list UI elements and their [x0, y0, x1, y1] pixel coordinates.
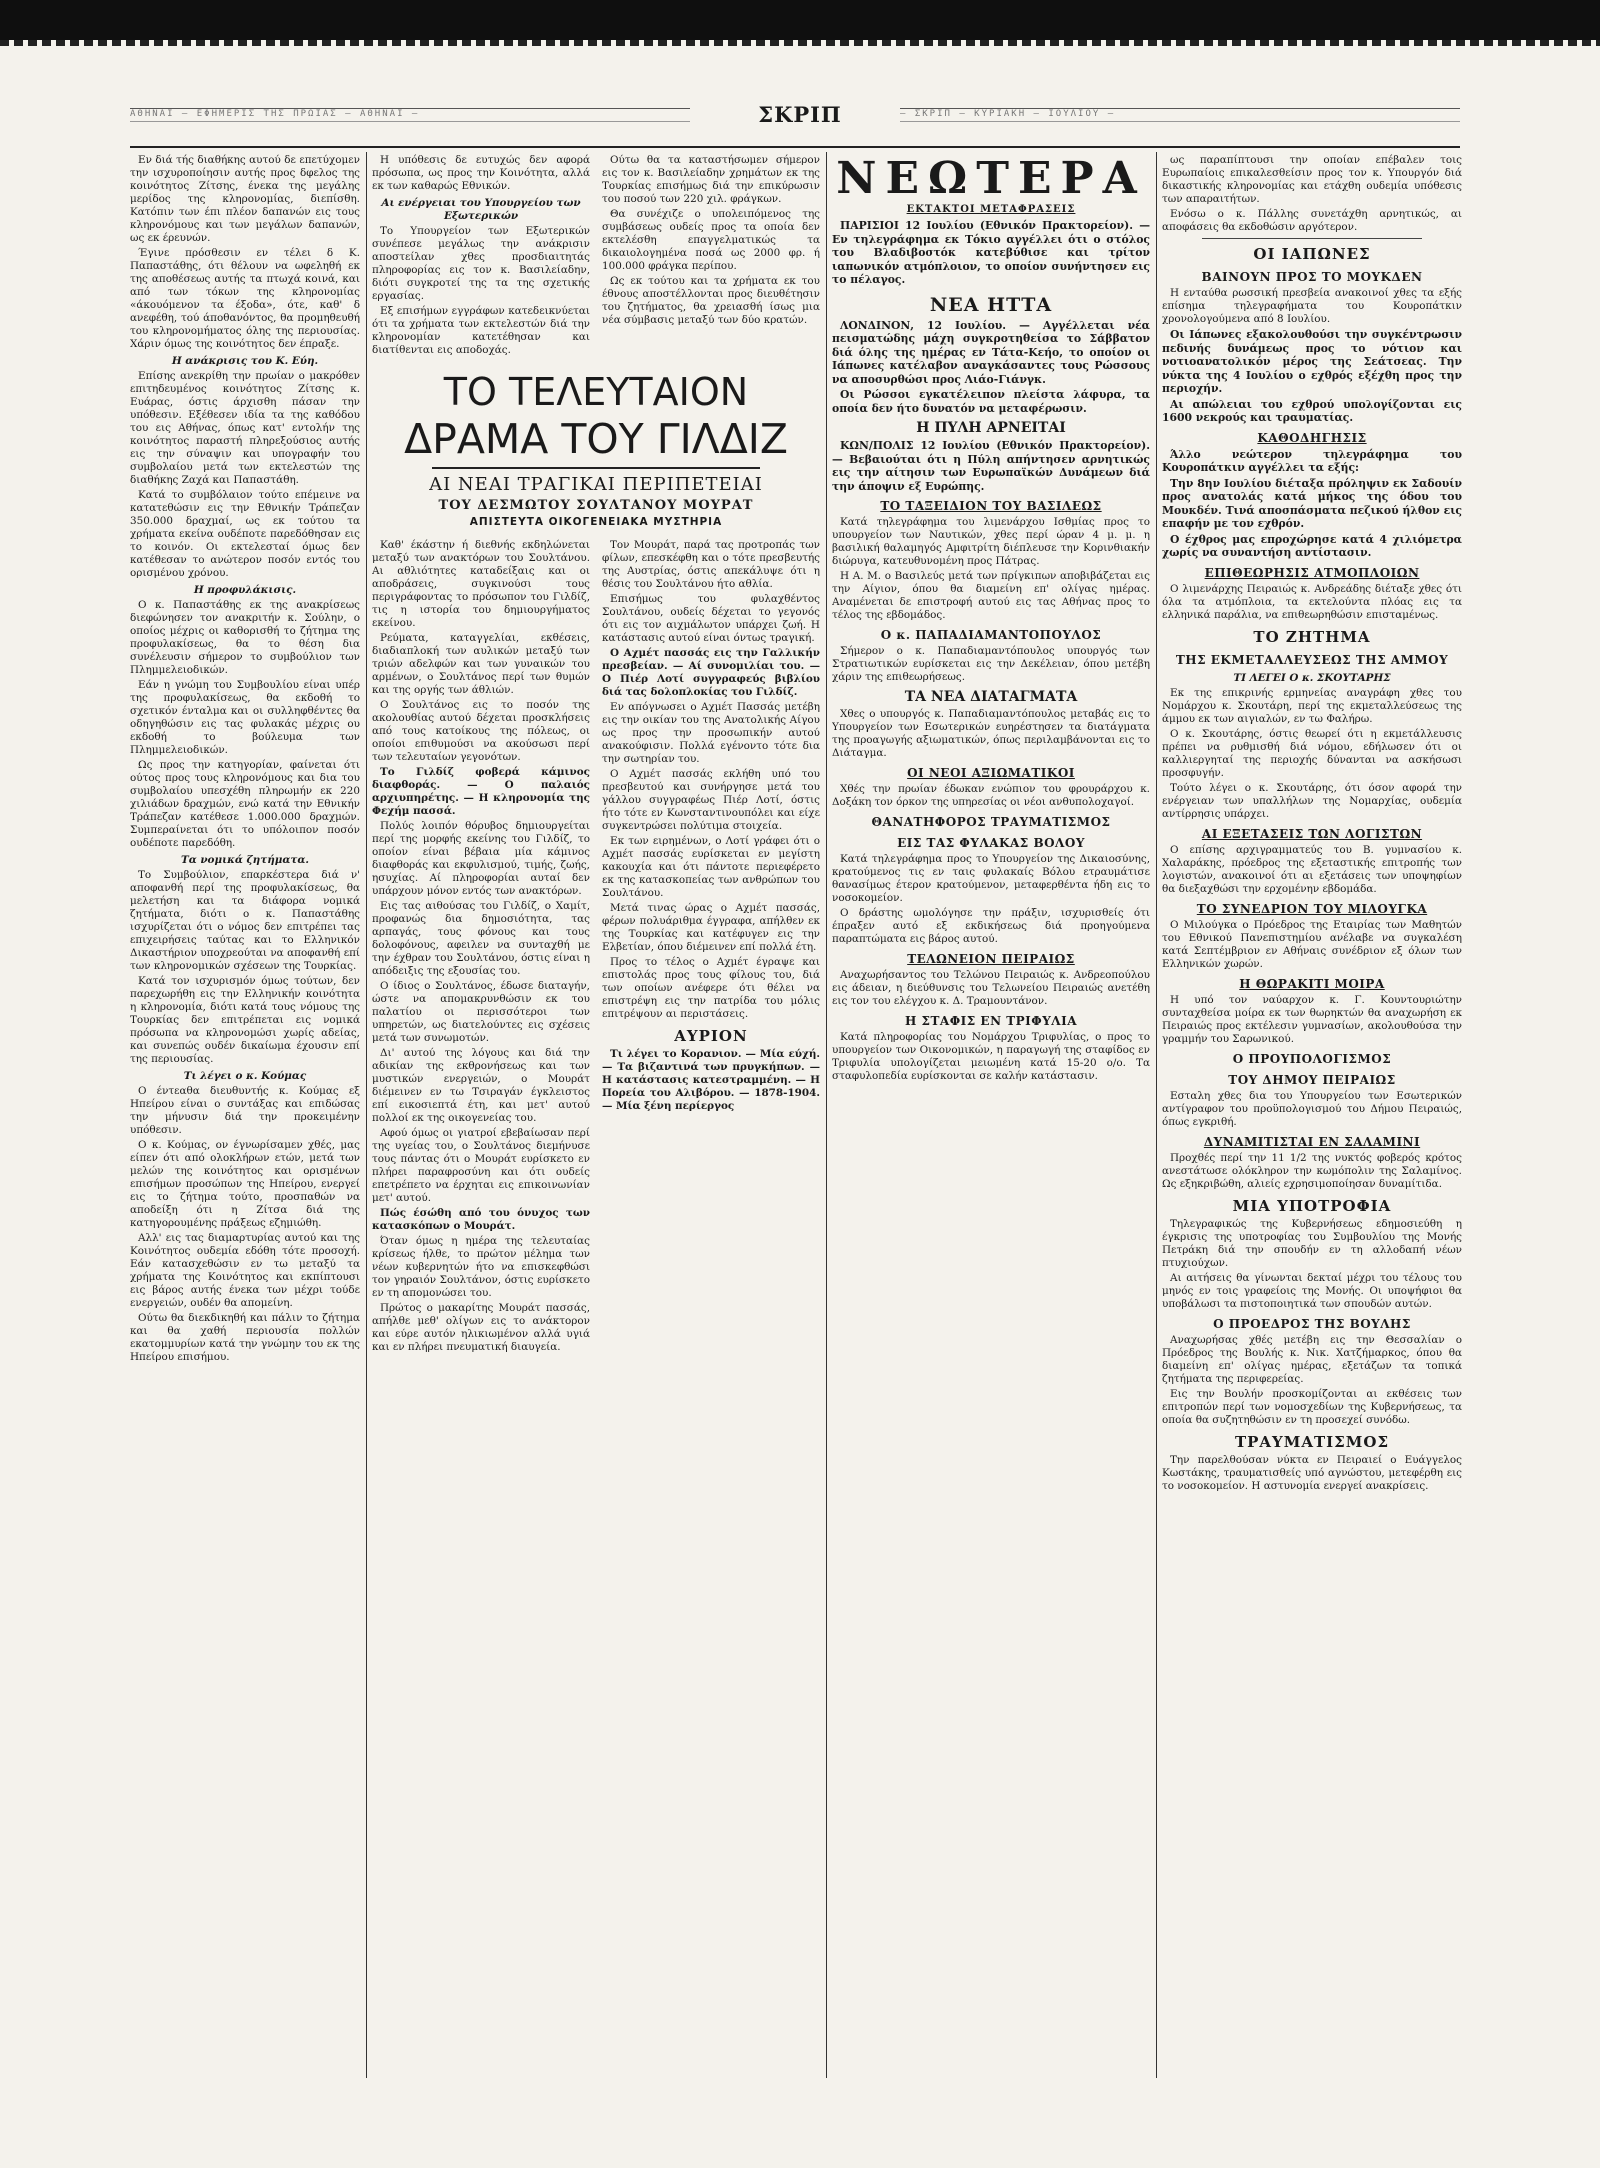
news-item: Ο κ. Σκουτάρης, όστις θεωρεί ότι η εκμετάλλευσις πρέπει να ρυθμισθή διά νόμου, εδήλωσεν ότι οι καλλιεργηταί της περιοχής δύνανται να ασκήσωσι προσφυγήν. — [1162, 727, 1462, 779]
subheading: Η ανάκρισις του Κ. Εύη. — [171, 355, 319, 367]
upper-right-block — [602, 154, 820, 359]
column-2 — [372, 154, 820, 2088]
article-paragraph: Εάν η γνώμη του Συμβουλίου είναι υπέρ της προφυλακίσεως, θα εκδοθή το σχετικόν ένταλμα και οι συλληφθέντες θα οδηγηθώσιν εις τας φυλακάς μέχρις ου εκδοθή το βούλευμα των Πλημμελειοδικών. — [130, 679, 360, 756]
news-item: Αι απώλειαι του εχθρού υπολογίζονται εις 1600 νεκρούς και τραυματίας. — [1162, 397, 1462, 424]
subheading: Τα νομικά ζητήματα. — [181, 854, 309, 866]
article-paragraph: Πολύς λοιπόν θόρυβος δημιουργείται περί της μορφής εκείνης του Γιλδίζ, το οποίον είναι βέβαια μία κάμινος διαφθοράς και εκφυλισμού, τιμής, ζωής, ησυχίας. Αί πληροφορίαι αυταί δεν υπάρχουν μόνον εντός των ανακτόρων. — [372, 820, 590, 897]
news-heading: Η ΠΥΛΗ ΑΡΝΕΙΤΑΙ — [916, 420, 1066, 436]
subheading: Το Γιλδίζ φοβερά κάμινος διαφθοράς. — Ο παλαιός αρχιυπηρέτης. — Η κληρονομία της Φεχήμ πασσά. — [372, 766, 590, 817]
news-heading: Ο κ. ΠΑΠΑΔΙΑΜΑΝΤΟΠΟΥΛΟΣ — [880, 628, 1102, 642]
article-paragraph: Αφού όμως οι γιατροί εβεβαίωσαν περί της υγείας του, ο Σουλτάνος διεμήνυσε τους πάντας ότι ο Μουράτ ευρίσκετο εν πλήρει παραφροσύνη και ότι ουδείς επετρέπετο να έρχηται εις επικοινωνίαν μετ' αυτού. — [372, 1127, 590, 1204]
news-item: Αι αιτήσεις θα γίνωνται δεκταί μέχρι του τέλους του μηνός εν τοις γραφείοις της Μονής. Οι υποψήφιοι θα υποβάλωσι τα πιστοποιητικά των σπουδών αυτών. — [1162, 1271, 1462, 1310]
column-divider — [826, 152, 827, 2078]
column-4 — [1162, 154, 1462, 2088]
column-divider — [1156, 152, 1157, 2078]
article-paragraph: Εκ των ειρημένων, ο Λοτί γράφει ότι ο Αχμέτ πασσάς ευρίσκεται εν μεγίστη κακουχία και ότι πάντοτε περιεφέρετο εκ της κατασκοπείας των ανθρώπων του Σουλτάνου. — [602, 835, 820, 899]
article-paragraph: Πρώτος ο μακαρίτης Μουράτ πασσάς, απήλθε μεθ' ολίγων εις το ανάκτορον και εύρε αυτόν ηλικιωμένον αλλά υγιά και εν πλήρει πνευματική διαυγεία. — [372, 1302, 590, 1353]
news-heading: Ο ΠΡΟΥΠΟΛΟΓΙΣΜΟΣ — [1232, 1051, 1392, 1066]
headline-rule — [432, 467, 760, 469]
article-paragraph: Το Υπουργείον των Εξωτερικών συνέπεσε μεγάλως την ανάκρισιν αποστείλαν χθες προσδιαιτητάς πληροφορίας εις τον κ. Βασιλείαδην, διότι συγκροτεί της τα της σχετικής εργασίας. — [372, 225, 590, 302]
news-item: Σήμερον ο κ. Παπαδιαμαντόπουλος υπουργός των Στρατιωτικών ευρίσκεται εις την Δεκέλειαν, όπου μετέβη χάριν της επιθεωρήσεως. — [832, 645, 1150, 683]
news-heading: ΤΟ ΤΑΞΕΙΔΙΟΝ ΤΟΥ ΒΑΣΙΛΕΩΣ — [880, 499, 1102, 513]
news-item: Αναχωρήσαντος του Τελώνου Πειραιώς κ. Ανδρεοπούλου εις άδειαν, η διεύθυνσις του Τελωνείου Πειραιώς ανετέθη εις τον του ελέγχου κ. Δ. Τραμουντάνον. — [832, 969, 1150, 1007]
news-item: Ο επίσης αρχιγραμματεύς του Β. γυμνασίου κ. Χαλαράκης, πρόεδρος της εξεταστικής επιτροπής των λογιστών, ανακοινοί ότι αι εξετάσεις των υποψηφίων θα διεξαχθώσι την ερχομένην εβδομάδα. — [1162, 843, 1462, 895]
news-item: ΚΩΝ/ΠΟΛΙΣ 12 Ιουλίου (Εθνικόν Πρακτορείον). — Βεβαιούται ότι η Πύλη απήντησεν αρνητικώς εις την αίτησιν των Ευρωπαϊκών Δυνάμεων διά την άποψιν εξ Ευρώπης. — [832, 439, 1150, 493]
article-paragraph: Ρεύματα, καταγγελίαι, εκθέσεις, διαδιαπλοκή των αυλικών μεταξύ των τριών αδελφών και των γυναικών του αρμένων, ο Σουλτάνος περί των θυμών και της οργής των άθλιών. — [372, 632, 590, 696]
lower-split — [372, 539, 820, 1356]
article-paragraph: ως παραπίπτουσι την οποίαν επέβαλεν τοις Ευρωπαίοις επικαλεσθείσιν προς τον κ. Υπουργόν διά δικαστικής κληρονομίας και ετάχθη ουδεμία υπόθεσις των απαραιτήτων. — [1162, 154, 1462, 205]
news-heading: ΚΑΘΟΔΗΓΗΣΙΣ — [1257, 430, 1367, 445]
news-item: Οι Ιάπωνες εξακολουθούσι την συγκέντρωσιν πεδινής δυνάμεως προς το νότιον και νοτιοανατολικόν μέρος της Σεάτσεας. Την νύκτα της 4 Ιουλίου ο εχθρός εξέχθη προς την περιοχήν. — [1162, 328, 1462, 395]
upper-left-block — [372, 154, 590, 359]
headline-kicker: ΑΠΙΣΤΕΥΤΑ ΟΙΚΟΓΕΝΕΙΑΚΑ ΜΥΣΤΗΡΙΑ — [469, 516, 723, 528]
news-heading: ΤΗΣ ΕΚΜΕΤΑΛΛΕΥΣΕΩΣ ΤΗΣ ΑΜΜΟΥ — [1175, 652, 1449, 667]
news-heading: ΤΡΑΥΜΑΤΙΣΜΟΣ — [1234, 1432, 1390, 1451]
article-paragraph: Η υπόθεσις δε ευτυχώς δεν αφορά πρόσωπα, ως προς την Κοινότητα, αλλά εκ των καθαρώς Εθνικών. — [372, 154, 590, 192]
masthead-right-strip: — ΣΚΡΙΠ — ΚΥΡΙΑΚΗ — ΙΟΥΛΙΟΥ — — [900, 108, 1460, 122]
article-paragraph: Επίσης ανεκρίθη την πρωίαν ο μακρόθεν επιτηδευμένος κοινότητος Ζίτσης κ. Ευάρας, όστις άρχισθη πάσαν την υπόθεσιν. Εξέθεσεν ιδία τα της καθόδου του εις Αθήνας, όπως κατ' εντολήν της κοινότητος παραστή πληρεξούσιος αυτής εις την σύναψιν και υπογραφήν του συμβολαίου μετά των εκτελεστών της διαθήκης Ζαχά και Παπαστάθη. — [130, 370, 360, 486]
article-paragraph: Ούτω θα τα καταστήσωμεν σήμερον εις τον κ. Βασιλείαδην χρημάτων εκ της Τουρκίας επισήμως διά την επικύρωσιν του ποσού των 220 χιλ. φράγκων. — [602, 154, 820, 205]
news-item: Οι Ρώσσοι εγκατέλειπον πλείστα λάφυρα, τα οποία δεν ήτο δυνατόν να μεταφέρωσιν. — [832, 388, 1150, 415]
news-item: Ο λιμενάρχης Πειραιώς κ. Ανδρεάδης διέταξε χθες ότι όλα τα ατμόπλοια, τα εκτελούντα πλόας εις τα ελληνικά παράλια, να επιθεωρηθώσιν επισταμένως. — [1162, 582, 1462, 621]
news-heading: ΔΥΝΑΜΙΤΙΣΤΑΙ ΕΝ ΣΑΛΑΜΙΝΙ — [1203, 1134, 1421, 1149]
news-item: Η ενταύθα ρωσσική πρεσβεία ανακοινοί χθες τα εξής επίσημα τηλεγραφήματα του Κουροπάτκιν χρονολογούμενα από 8 Ιουλίου. — [1162, 287, 1462, 325]
headline-line-1: ΤΟ ΤΕΛΕΥΤΑΙΟΝ — [443, 370, 749, 414]
column-1 — [130, 154, 360, 2088]
article-paragraph: Ο έντεαθα διευθυντής κ. Κούμας εξ Ηπείρου είναι ο συντάξας και επιδώσας την μήνυσιν διά την προκειμένην υπόθεσιν. — [130, 1085, 360, 1136]
news-item: Κατά τηλεγράφημα του λιμενάρχου Ισθμίας προς το υπουργείον των Ναυτικών, χθες περί ώραν 4 μ. μ. η βασιλική θαλαμηγός Αμφιτρίτη διέπλευσε την Κορινθιακήν διώρυγα, κατευθυνομένη προς Πάτρας. — [832, 516, 1150, 567]
article-paragraph: Όταν όμως η ημέρα της τελευταίας κρίσεως ήλθε, το πρώτον μέλημα των νέων κυβερνητών ήτο να επισκεφθώσι τον γηραιόν Σουλτάνον, όστις ευρίσκετο εν τη απομονώσει του. — [372, 1235, 590, 1299]
article-paragraph: Το Συμβούλιον, επαρκέστερα διά ν' αποφανθή περί της προφυλακίσεως, θα μελετήση και τα διάφορα νομικά ζητήματα, διότι ο κ. Παπαστάθης ισχυρίζεται ότι ο νόμος δεν επιτρέπει τας επιχειρήσεις ταύτας και το Ελληνικόν Δικαστήριον υποχρεούται να αποφανθή επί των κληρονομικών σχέσεων της Τουρκίας. — [130, 869, 360, 972]
article-paragraph: Ο κ. Παπαστάθης εκ της ανακρίσεως διεφώνησεν τον ανακριτήν κ. Σούλην, ο οποίος μέχρις οι καθορισθή το ζήτημα της προφυλακίσεως, θα το θέση δια συνέλευσιν σήμερον το συμβούλιον των Πλημμελειοδικών. — [130, 599, 360, 676]
section-subtitle: ΕΚΤΑΚΤΟΙ ΜΕΤΑΦΡΑΣΕΙΣ — [906, 204, 1076, 215]
masthead-title: ΣΚΡΙΠ — [758, 102, 842, 127]
subheading: Αι ενέργειαι του Υπουργείου των Εξωτερικών — [381, 197, 581, 222]
news-item: Την παρελθούσαν νύκτα εν Πειραιεί ο Ευάγγελος Κωστάκης, τραυματισθείς υπό αγνώστου, μετεφέρθη εις το νοσοκομείον. Η αστυνομία ενεργεί ανακρίσεις. — [1162, 1453, 1462, 1492]
news-heading: ΤΑ ΝΕΑ ΔΙΑΤΑΓΜΑΤΑ — [904, 689, 1078, 705]
article-paragraph: Εν απόγνωσει ο Αχμέτ Πασσάς μετέβη εις την οικίαν του της Ανατολικής Αίγου ως προς την προσωπικήν αυτού ανακούφισιν. Πολλά εγένοντο τότε δια την σωτηρίαν του. — [602, 701, 820, 765]
news-item: Η υπό τον ναύαρχον κ. Γ. Κουντουριώτην συνταχθείσα μοίρα εκ των θωρηκτών θα αναχωρήση εκ Πειραιώς προς εκτέλεσιν γυμνασίων, ακολουθούσα την γραμμήν του Σαρωνικού. — [1162, 993, 1462, 1045]
column-divider — [366, 152, 367, 2078]
news-item: ΛΟΝΔΙΝΟΝ, 12 Ιουλίου. — Αγγέλλεται νέα πεισματώδης μάχη συγκροτηθείσα το Σάββατον διά όλης της ημέρας εν Τάτα-Κεήο, το οποίον οι Ιάπωνες κατέλαβον αναγκάσαντες τους Ρώσσους να αποσυρθώσι προς Λιάο-Γιάνγκ. — [832, 318, 1150, 386]
article-paragraph: Καθ' έκάστην ή διεθνής εκδηλώνεται μεταξύ των ανακτόρων του Σουλτάνου. Αι αθλιότητες καταδείξαις και οι αποδράσεις, συγκινούσι τους περιγράφοντας το πρόσωπον του Γιλδίζ, τις η ιστορία του δημιουργήματος εκείνου. — [372, 539, 590, 629]
article-paragraph: Προς το τέλος ο Αχμέτ έγραψε και επιστολάς προς τους φίλους του, διά των οποίων ανέφερε ότι θέλει να επιστρέψη εις την πατρίδα του μόλις επιτρέψουν αι περιστάσεις. — [602, 956, 820, 1020]
news-heading: ΟΙ ΝΕΟΙ ΑΞΙΩΜΑΤΙΚΟΙ — [907, 766, 1075, 780]
subheading: Πώς έσώθη από του όνυχος των κατασκόπων ο Μουράτ. — [372, 1207, 590, 1232]
news-item: Χθες ο υπουργός κ. Παπαδιαμαντόπουλος μεταβάς εις το Υπουργείον των Εσωτερικών ευηρέστησεν τα διατάγματα της προαγωγής αξιωματικών, όπως περιλαμβάνονται εις το Διάταγμα. — [832, 708, 1150, 759]
masthead — [0, 58, 1600, 142]
article-paragraph: Επισήμως του φυλαχθέντος Σουλτάνου, ουδείς δέχεται το γεγονός ότι εις τον αιχμάλωτον υπάρχει ζωή. Η κατάστασις αυτού είναι όντως τραγική. — [602, 593, 820, 644]
news-heading: ΤΟ ΣΥΝΕΔΡΙΟΝ ΤΟΥ ΜΙΛΟΥΓΚΑ — [1196, 901, 1428, 916]
news-heading: ΕΙΣ ΤΑΣ ΦΥΛΑΚΑΣ ΒΟΛΟΥ — [897, 836, 1085, 850]
news-heading: ΟΙ ΙΑΠΩΝΕΣ — [1253, 245, 1371, 263]
headline-line-2: ΔΡΑΜΑ ΤΟΥ ΓΙΛΔΙΖ — [404, 415, 788, 463]
subheading: ΤΙ ΛΕΓΕΙ Ο κ. ΣΚΟΥΤΑΡΗΣ — [1233, 671, 1391, 684]
news-item: Ο έχθρος μας επροχώρησε κατά 4 χιλιόμετρα χωρίς να συναντήση αντίστασιν. — [1162, 532, 1462, 559]
article-paragraph: Θα συνέχιζε ο υπολειπόμενος της συμβάσεως ουδείς προς τα οποία δεν εκτελέσθη επαγγελματικώς τα δικαιολογημένα ποσά ως 2000 φρ. ή 100.000 φράγκα περίπου. — [602, 208, 820, 272]
news-item: Τούτο λέγει ο κ. Σκουτάρης, ότι όσον αφορά την ενέργειαν των υπαλλήλων της Νομαρχίας, ουδεμία αντίρρησις υπάρχει. — [1162, 781, 1462, 820]
article-paragraph: Μετά τινας ώρας ο Αχμέτ πασσάς, φέρων πολυάριθμα έγγραφα, απήλθεν εκ της Τουρκίας και κατέφυγεν εις την Ελβετίαν, όπου διέμεινεν επί πολλά έτη. — [602, 902, 820, 953]
headline-subtitle-2: ΤΟΥ ΔΕΣΜΩΤΟΥ ΣΟΥΛΤΑΝΟΥ ΜΟΥΡΑΤ — [438, 498, 754, 513]
news-item: Ο δράστης ωμολόγησε την πράξιν, ισχυρισθείς ότι έπραξεν αυτό εξ εκδικήσεως διά προηγούμενα παραπτώματα εις βάρος αυτού. — [832, 907, 1150, 945]
news-heading: ΜΙΑ ΥΠΟΤΡΟΦΙΑ — [1232, 1196, 1392, 1215]
news-heading: ΝΕΑ ΗΤΤΑ — [929, 293, 1053, 316]
news-item: Εκ της επικρινής ερμηνείας αναγράφη χθες του Νομάρχου κ. Σκουτάρη, περί της εκμεταλλεύσεως της άμμου εκ των αιγιαλών, εν τω Φαλήρω. — [1162, 686, 1462, 725]
news-heading: ΤΟΥ ΔΗΜΟΥ ΠΕΙΡΑΙΩΣ — [1228, 1072, 1396, 1087]
news-item: ΠΑΡΙΣΙΟΙ 12 Ιουλίου (Εθνικόν Πρακτορείον). — Εν τηλεγράφημα εκ Τόκιο αγγέλλει ότι ο στόλος του Βλαδιβοστόκ κατεβύθισε και τρίτον ιαπωνικόν ατμόπλοιον, το οποίον συνήντησεν εις το πέλαγος. — [832, 219, 1150, 286]
top-black-band — [0, 0, 1600, 40]
article-paragraph: Ο ίδιος ο Σουλτάνος, έδωσε διαταγήν, ώστε να απομακρυνθώσιν εκ του παλατίου οι περισσότεροι των υπηρετών, ως διατελούντες εις σχέσεις μετά των συνωμοτών. — [372, 980, 590, 1044]
subheading: Η προφυλάκισις. — [193, 584, 297, 596]
article-paragraph: Ενόσω ο κ. Πάλλης συνετάχθη αρνητικώς, αι αποφάσεις θα εκδοθώσιν αργότερον. — [1162, 208, 1462, 233]
news-item: Την 8ην Ιουλίου διέταξα πρόληψιν εκ Σαδουίν προς ανατολάς κατά μήκος της όδου του Μουκδέν. Τινά αποσπάσματα πεζικού ήλθον εις επαφήν με τον εχθρόν. — [1162, 476, 1462, 530]
headline-subtitle: ΑΙ ΝΕΑΙ ΤΡΑΓΙΚΑΙ ΠΕΡΙΠΕΤΕΙΑΙ — [429, 474, 763, 495]
news-heading: Η ΘΩΡΑΚΙΤΙ ΜΟΙΡΑ — [1239, 976, 1385, 991]
article-paragraph: Ο Αχμέτ πασσάς εκλήθη υπό του πρεσβευτού και συνήργησε μετά του γάλλου συγγραφέως Πιέρ Λοτί, όστις ήτο τότε εν Κωνσταντινουπόλει και είχε συγκεντρώσει πολύτιμα στοιχεία. — [602, 768, 820, 832]
article-paragraph: Εις τας αιθούσας του Γιλδίζ, ο Χαμίτ, προφανώς δια δημοσιότητα, τας αρπαγάς, τους φόνους και τους δολοφόνους, αφειλεν να συνταχθή με την έχθραν του Σουλτάνου, όστις είναι η απόδειξις της εξουσίας του. — [372, 900, 590, 977]
news-heading: ΘΑΝΑΤΗΦΟΡΟΣ ΤΡΑΥΜΑΤΙΣΜΟΣ — [871, 815, 1111, 829]
divider — [1202, 238, 1422, 239]
news-heading: ΑΙ ΕΞΕΤΑΣΕΙΣ ΤΩΝ ΛΟΓΙΣΤΩΝ — [1201, 826, 1423, 841]
news-item: Ο Μιλούγκα ο Πρόεδρος της Εταιρίας των Μαθητών του Εθνικού Πανεπιστημίου ανέλαβε να συγκαλέση κατά Σεπτέμβριον εν Αθήναις συνέδριον εξ όλων των Ελληνικών χωρών. — [1162, 918, 1462, 970]
masthead-left-strip: ΑΘΗΝΑΙ — ΕΦΗΜΕΡΙΣ ΤΗΣ ΠΡΩΙΑΣ — ΑΘΗΝΑΙ — — [130, 108, 690, 122]
article-paragraph: Ως εκ τούτου και τα χρήματα εκ του έθνους αποστέλλονται προς διευθέτησιν του ζητήματος, θα χρειασθή ίσως μια νέα σύμβασις μεταξύ των δύο κρατών. — [602, 275, 820, 326]
news-heading: ΒΑΙΝΟΥΝ ΠΡΟΣ ΤΟ ΜΟΥΚΔΕΝ — [1201, 270, 1423, 284]
news-heading: Η ΣΤΑΦΙΣ ΕΝ ΤΡΙΦΥΛΙΑ — [904, 1014, 1078, 1028]
article-paragraph: Κατά τον ισχυρισμόν όμως τούτων, δεν παρεχωρήθη εις την Ελληνικήν κοινότητα η κληρονομία, διότι κατά τους νόμους της Τουρκίας δεν επιτρέπεται εις νομικά πρόσωπα να κληρονομώσι χωρίς αδείας, και συνεπώς ουδέν δικαίωμα έχουσιν επί της περιουσίας. — [130, 975, 360, 1065]
news-item: Τηλεγραφικώς της Κυβερνήσεως εδημοσιεύθη η έγκρισις της υποτροφίας του Συμβουλίου της Μονής Πετράκη διά την σπουδήν εν τη αλλοδαπή νέων πτυχιούχων. — [1162, 1217, 1462, 1269]
subheading: Ο Αχμέτ πασσάς εις την Γαλλικήν πρεσβείαν. — Αί συνομιλίαι του. — Ο Πιέρ Λοτί συγγραφεύς βιβλίου διά τας δολοπλοκίας του Γιλδίζ. — [602, 647, 820, 698]
article-paragraph: Αλλ' εις τας διαμαρτυρίας αυτού και της Κοινότητος ουδεμία εδόθη τότε προσοχή. Εάν κατασχεθώσιν εν τω μεταξύ τα χρήματα της Κοινότητος και εκπίπτουσι εις βάρος αυτής ένεκα των μέχρι τούδε ενεργειών, ουδέν θα απομείνη. — [130, 1232, 360, 1309]
news-item: Αναχωρήσας χθές μετέβη εις την Θεσσαλίαν ο Πρόεδρος της Βουλής κ. Νικ. Χατζήμαρκος, όπου θα διαμείνη επ' ολίγας ημέρας, εξετάζων τα τοπικά ζητήματα της περιφερείας. — [1162, 1333, 1462, 1385]
lower-left-block — [372, 539, 590, 1356]
article-paragraph: Ούτω θα διεκδικηθή και πάλιν το ζήτημα και θα χαθή περιουσία πολλών εκατομμυρίων κατά την γνώμην του εκ της Ηπείρου επισήμου. — [130, 1312, 360, 1363]
article-paragraph: Ο Σουλτάνος εις το ποσόν της ακολουθίας αυτού δέχεται προσκλήσεις από τους κατοίκους της πόλεως, οι οποίοι επιθυμούσι να ακούσωσι περί των τελευταίων γεγονότων. — [372, 699, 590, 763]
top-band-edge — [0, 40, 1600, 46]
preview-text: Τι λέγει το Κορανιον. — Μία εύχή. — Τα βιζαντινά των πρυγκήπων. — Η κατάστασις κατεστραμμένη. — Η Πορεία του Αλιβόρου. — 1878-1904. — Μία ξένη περίεργος — [602, 1048, 820, 1112]
news-item: Εσταλη χθες δια του Υπουργείου των Εσωτερικών αντίγραφον του προϋπολογισμού του Δήμου Πειραιώς, όπως εγκριθή. — [1162, 1089, 1462, 1128]
news-heading: ΤΟ ΖΗΤΗΜΑ — [1253, 627, 1371, 646]
article-paragraph: Ο κ. Κούμας, ον έγνωρίσαμεν χθές, μας είπεν ότι από ολοκλήρων ετών, μετά των μελών της κοινότητος και ορισμένων επισήμων προσώπων της Ηπείρου, ενεργεί εις το ζήτημα τούτο, προσπαθών να αποδείξη ότι η Ζίτσα διά της κατηγορουμένης πράξεως εζημιώθη. — [130, 1139, 360, 1229]
news-item: Εις την Βουλήν προσκομίζονται αι εκθέσεις των επιτροπών περί των νομοσχεδίων της Κυβερνήσεως, τα οποία θα συζητηθώσιν εν τη προσεχεί συνόδω. — [1162, 1387, 1462, 1426]
news-item: Προχθές περί την 11 1/2 της νυκτός φοβερός κρότος ανεστάτωσε ολόκληρον την κωμόπολιν της Σαλαμίνος. Ως εξηκριβώθη, αλιείς εχρησιμοποίησαν δυναμίτιδα. — [1162, 1151, 1462, 1190]
section-title-news: ΝΕΩΤΕΡΑ — [836, 154, 1146, 204]
news-item: Κατά πληροφορίας του Νομάρχου Τριφυλίας, ο προς το υπουργείον των Οικονομικών, η παραγωγή της σταφίδος εν Τριφυλία υπολογίζεται μειωμένη κατά 15-20 ο/ο. Τα σταφυλοπεδία ευρίσκονται σε καλήν κατάστασιν. — [832, 1031, 1150, 1082]
article-paragraph: Τον Μουράτ, παρά τας προτροπάς των φίλων, επεσκέφθη και ο τότε πρεσβευτής της Αυστρίας, όστις απεκάλυψε ότι η θέσις του Σουλτάνου ήτο αθλία. — [602, 539, 820, 590]
column-3 — [832, 154, 1150, 2088]
news-heading: ΕΠΙΘΕΩΡΗΣΙΣ ΑΤΜΟΠΛΟΙΩΝ — [1204, 565, 1420, 580]
upper-split — [372, 154, 820, 359]
news-item: Η Α. Μ. ο Βασιλεύς μετά των πρίγκιπων αποβιβάζεται εις την Αίγιον, όπου θα διαμείνη επ' ολίγας ημέρας. Αναμένεται δε επιστροφή αυτού εις τας Αθήνας προς το τέλος της εβδομάδος. — [832, 570, 1150, 621]
news-heading: ΤΕΛΩΝΕΙΟΝ ΠΕΙΡΑΙΩΣ — [907, 952, 1075, 966]
news-heading: Ο ΠΡΟΕΔΡΟΣ ΤΗΣ ΒΟΥΛΗΣ — [1213, 1316, 1411, 1331]
article-paragraph: Έγινε πρόσθεσιν εν τέλει δ Κ. Παπαστάθης, ότι θέλουν να ωφεληθή εκ της αποθέσεως αυτής τα πτωχά κοινά, και από των τόκων της κληρονομίας «άκουόμενον τα έξοδα», ότε, καθ' δ ανεφέθη, τού άποθανόντος, θα προμηθευθή του κληρονομήματος όλης της περιουσίας. Χάριν όμως της κοινότητος δεν έπραξε. — [130, 247, 360, 350]
subheading: Τι λέγει ο κ. Κούμας — [183, 1070, 307, 1082]
article-paragraph: Εν διά τής διαθήκης αυτού δε επετύχομεν την ισχυροποίησιν αυτής προς δφελος της κοινότητος Ζίτσης, ένεκα της μεγάλης μερίδος της κληρονομίας, διεπίσθη. Κατόπιν των έπι πλέον δαπανών εις τους κληρονόμους και των μεγάλων δαπανών, ως εκ έρευνών. — [130, 154, 360, 244]
lower-right-block — [602, 539, 820, 1356]
article-paragraph: Ως προς την κατηγορίαν, φαίνεται ότι ούτος προς τους κληρονόμους και δια του συμβολαίου υπεσχέθη πληρωμήν εκ 220 χιλιάδων δραχμών, ενώ κατά την Εθνικήν Τράπεζαν κατέθεσε 1.000.000 δραχμών. Συμπεραίνεται ότι το υπόλοιπον ποσόν ουδέποτε παρεδόθη. — [130, 759, 360, 849]
article-paragraph: Κατά το συμβόλαιον τούτο επέμεινε να κατατεθώσιν εις την Εθνικήν Τράπεζαν 350.000 δραχμαί, ως εκ τούτου τα χρήματα εκείνα ουδέποτε παρεδόθησαν εις το κοινόν. Οι εκτελεσταί όμως δεν κατέθεσαν το ανώτερον ποσόν εντός του ορισμένου χρόνου. — [130, 489, 360, 579]
article-paragraph: Δι' αυτού της λόγους και διά την αδικίαν της εκθρονήσεως και των μυστικών ενεργειών, ο Μουράτ διέμεινεν εν τω Τσιραγάν έγκλειστος επί εικοσιεπτά έτη, και μετ' αυτού πολλοί εκ της οικογενείας του. — [372, 1047, 590, 1124]
article-paragraph: Εξ επισήμων εγγράφων κατεδεικνύεται ότι τα χρήματα των εκτελεστών διά την κληρονομίαν κατετέθησαν και διατίθενται εις αποδοχάς. — [372, 305, 590, 356]
section-heading-tomorrow: ΑΥΡΙΟΝ — [674, 1027, 748, 1045]
news-item: Κατά τηλεγράφημα προς το Υπουργείον της Δικαιοσύνης, κρατούμενος τις εν ταις φυλακαίς Βόλου ετραυμάτισε θανασίμως έτερον κρατούμενον, μεταφερθέντα ήδη εις το νοσοκομείον. — [832, 853, 1150, 904]
main-headline — [372, 369, 820, 529]
masthead-rule — [130, 146, 1460, 148]
news-item: Άλλο νεώτερον τηλεγράφημα του Κουροπάτκιν αγγέλλει τα εξής: — [1162, 447, 1462, 474]
news-item: Χθές την πρωίαν έδωκαν ενώπιον του φρουράρχου κ. Δοξάκη τον όρκον της υπηρεσίας οι νέοι ανθυπολοχαγοί. — [832, 783, 1150, 808]
